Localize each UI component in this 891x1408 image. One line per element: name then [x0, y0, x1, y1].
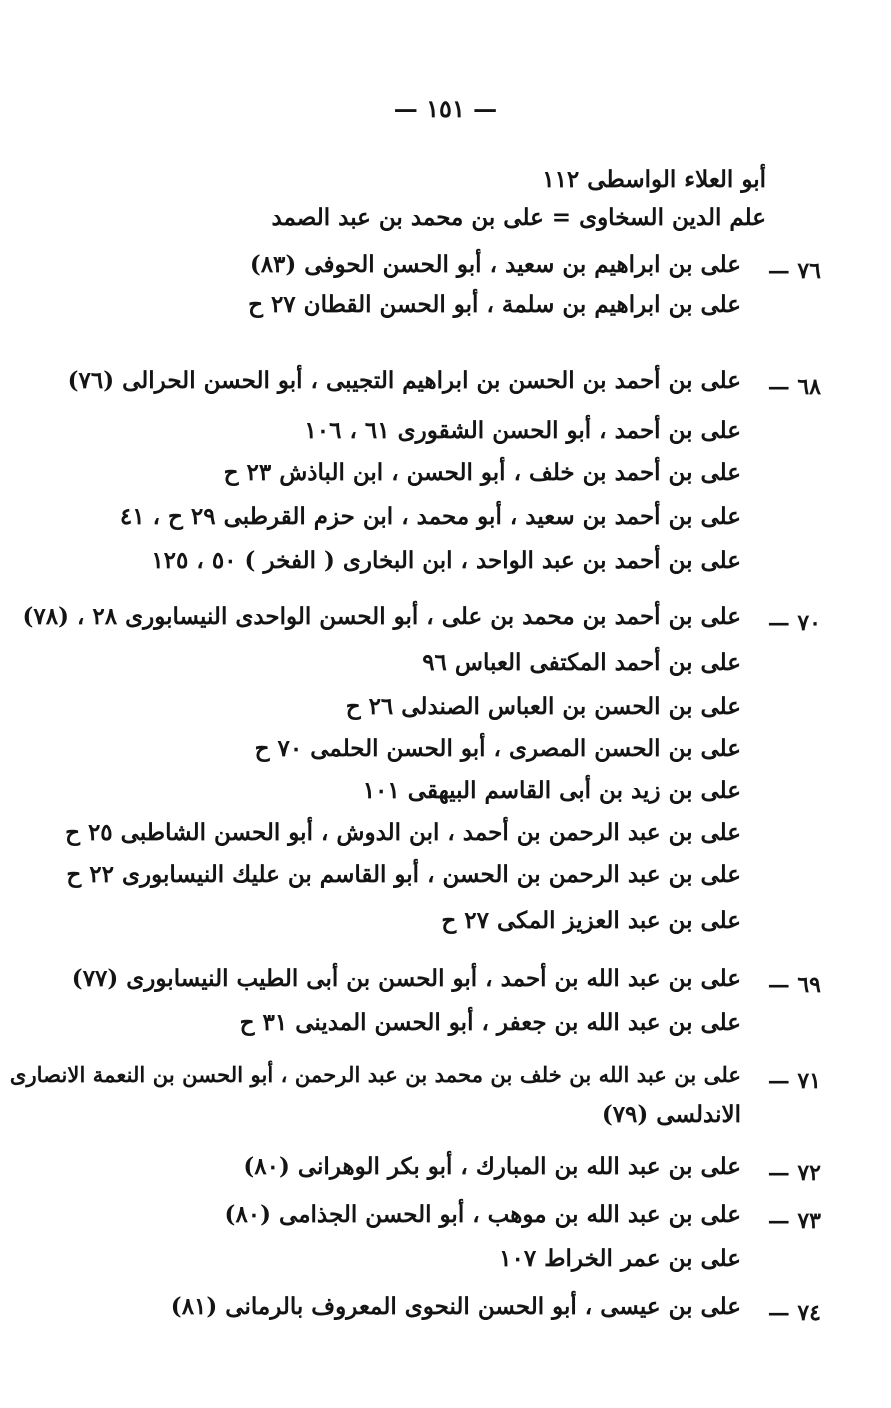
- index-line-17: على بن عبد العزيز المكى ٢٧ ح: [441, 907, 741, 934]
- index-line-16: على بن عبد الرحمن بن الحسن ، أبو القاسم بن عليك النيسابورى ٢٢ ح: [66, 861, 741, 888]
- entry-number-68: ٦٨ —: [767, 374, 821, 400]
- index-line-9: على بن أحمد بن عبد الواحد ، ابن البخارى ( الفخر ) ٥٠ ، ١٢٥: [151, 547, 741, 574]
- index-line-22: على بن عبد الله بن المبارك ، أبو بكر الوهرانى (٨٠): [243, 1153, 741, 1180]
- index-line-15: على بن عبد الرحمن بن أحمد ، ابن الدوش ، أبو الحسن الشاطبى ٢٥ ح: [65, 819, 741, 846]
- index-line-14: على بن زيد بن أبى القاسم البيهقى ١٠١: [362, 777, 741, 804]
- index-line-18: على بن عبد الله بن أحمد ، أبو الحسن بن أبى الطيب النيسابورى (٧٧): [71, 965, 741, 992]
- index-line-19: على بن عبد الله بن جعفر ، أبو الحسن المدينى ٣١ ح: [239, 1009, 741, 1036]
- index-line-5: على بن أحمد بن الحسن بن ابراهيم التجيبى ، أبو الحسن الحرالى (٧٦): [67, 367, 741, 394]
- index-line-7: على بن أحمد بن خلف ، أبو الحسن ، ابن الباذش ٢٣ ح: [223, 459, 741, 486]
- index-line-12: على بن الحسن بن العباس الصندلى ٢٦ ح: [345, 693, 741, 720]
- index-line-21: الاندلسى (٧٩): [601, 1101, 741, 1128]
- index-line-20: على بن عبد الله بن خلف بن محمد بن عبد الرحمن ، أبو الحسن بن النعمة الانصارى: [9, 1062, 741, 1087]
- entry-number-70: ٧٠ —: [767, 610, 821, 636]
- entry-number-72: ٧٢ —: [767, 1160, 821, 1186]
- index-line-6: على بن أحمد ، أبو الحسن الشقورى ٦١ ، ١٠٦: [304, 417, 741, 444]
- entry-number-73: ٧٣ —: [767, 1208, 821, 1234]
- index-line-25: على بن عيسى ، أبو الحسن النحوى المعروف بالرمانى (٨١): [170, 1293, 741, 1320]
- index-line-8: على بن أحمد بن سعيد ، أبو محمد ، ابن حزم القرطبى ٢٩ ح ، ٤١: [119, 503, 741, 530]
- entry-number-69: ٦٩ —: [767, 972, 821, 998]
- index-line-13: على بن الحسن المصرى ، أبو الحسن الحلمى ٧٠ ح: [254, 735, 741, 762]
- index-line-1: أبو العلاء الواسطى ١١٢: [542, 166, 766, 193]
- index-line-11: على بن أحمد المكتفى العباس ٩٦: [422, 649, 741, 676]
- index-line-24: على بن عمر الخراط ١٠٧: [499, 1245, 741, 1272]
- index-line-4: على بن ابراهيم بن سلمة ، أبو الحسن القطان ٢٧ ح: [248, 291, 741, 318]
- index-line-2: علم الدين السخاوى = على بن محمد بن عبد الصمد: [271, 204, 766, 231]
- entry-number-71: ٧١ —: [767, 1068, 821, 1094]
- page-number: — ١٥١ —: [393, 94, 498, 123]
- index-line-3: على بن ابراهيم بن سعيد ، أبو الحسن الحوفى (٨٣): [249, 251, 741, 278]
- entry-number-76: ٧٦ —: [767, 258, 821, 284]
- index-line-23: على بن عبد الله بن موهب ، أبو الحسن الجذامى (٨٠): [224, 1201, 741, 1228]
- index-line-10: على بن أحمد بن محمد بن على ، أبو الحسن الواحدى النيسابورى ٢٨ ، (٧٨): [22, 603, 741, 630]
- entry-number-74: ٧٤ —: [767, 1300, 821, 1326]
